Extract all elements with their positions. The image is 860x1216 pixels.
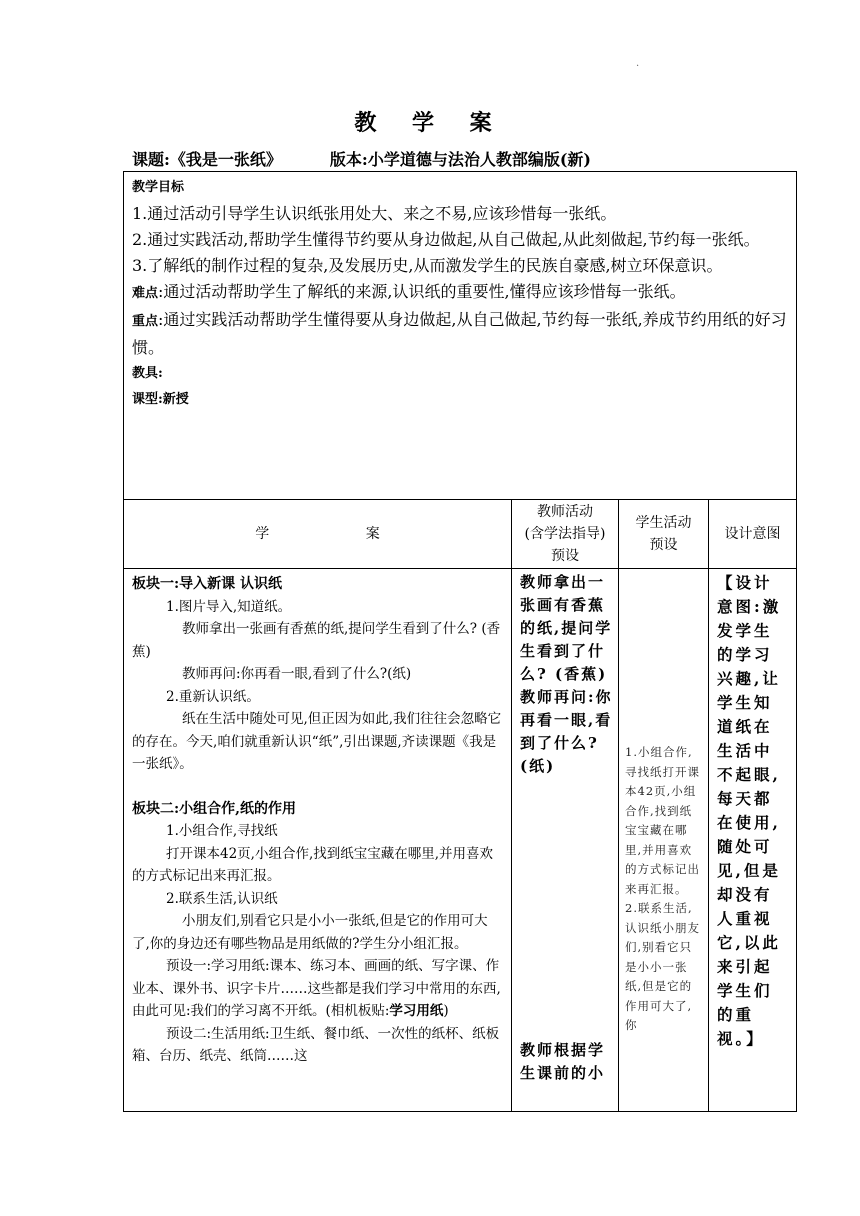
header-teacher [512, 500, 619, 569]
plan-text: 预设一:学习用纸:课本、练习本、画画的纸、写字课、作业本、课外书、识字卡片……这些都是我们学习中常用的东西,由此可见:我们的学习离不开纸。(相机板贴: [132, 958, 501, 1019]
plan-item: 1.小组合作,寻找纸 [166, 823, 278, 839]
plan-paragraph [132, 955, 505, 1023]
course-edition: 版本:小学道德与法治人教部编版(新) [329, 150, 591, 169]
header-plan: 学 案 [124, 500, 512, 569]
header-teacher-line: 预设 [551, 548, 579, 564]
plan-paragraph: 小朋友们,别看它只是小小一张纸,但是它的作用可大了,你的身边还有哪些物品是用纸做的?学生分小组汇报。 [132, 913, 488, 952]
difficulty-text: :通过活动帮助学生了解纸的来源,认识纸的重要性,懂得应该珍惜每一张纸。 [158, 282, 686, 301]
header-student-line: 学生活动 [635, 515, 692, 531]
plan-item: 2.联系生活,认识纸 [166, 890, 278, 907]
teacher-text: 教师再问:你再看一眼,看到了什么?(纸) [520, 688, 613, 775]
intent-text: 【设计意图:激发学生的学习兴趣,让学生知道纸在生活中不起眼,每天都在使用,随处可见,但是却没有人重视它,以此来引起学生们的重视。】 [717, 573, 782, 1048]
header-teacher-line: 教师活动 [537, 504, 593, 520]
key-text: :通过实践活动帮助学生懂得要从身边做起,从自己做起,节约每一张纸,养成节约用纸的好习惯。 [132, 310, 787, 357]
intent-cell [709, 569, 797, 1112]
page-marker: . [636, 58, 640, 69]
plan-paragraph: 打开课本42页,小组合作,找到纸宝宝藏在哪里,并用喜欢的方式标记出来再汇报。 [132, 845, 494, 884]
difficulty-point [132, 279, 790, 307]
section-title: 板块一:导入新课 认识纸 [132, 576, 283, 592]
objective-item: 3.了解纸的制作过程的复杂,及发展历史,从而激发学生的民族自豪感,树立环保意识。 [132, 256, 723, 275]
plan-paragraph: 预设二:生活用纸:卫生纸、餐巾纸、一次性的纸杯、纸板箱、台历、纸壳、纸筒……这 [132, 1025, 500, 1064]
section-title: 板块二:小组合作,纸的作用 [132, 800, 297, 817]
header-student [619, 500, 709, 569]
key-point [132, 307, 790, 361]
objective-item: 2.通过实践活动,帮助学生懂得节约要从身边做起,从自己做起,从此刻做起,节约每一张纸。 [132, 230, 760, 249]
header-student-line: 预设 [649, 537, 678, 553]
teacher-text: 教师拿出一张画有香蕉的纸,提问学生看到了什么? (香蕉) [520, 573, 613, 683]
plan-item: 1.图片导入,知道纸。 [166, 598, 292, 615]
objectives-block [124, 172, 797, 500]
plan-paragraph: 纸在生活中随处可见,但正因为如此,我们往往会忽略它的存在。今天,咱们就重新认识“纸”,引出课题,齐读课题《我是一张纸》。 [132, 711, 502, 772]
course-line [132, 147, 591, 170]
plan-paragraph: 教师拿出一张画有香蕉的纸,提问学生看到了什么? (香蕉) [132, 621, 501, 660]
plan-text: ) [443, 1003, 449, 1019]
objectives-heading: 教学目标 [132, 180, 185, 195]
student-text: 1.小组合作,寻找纸打开课本42页,小组合作,找到纸宝宝藏在哪里,并用喜欢的方式标记出来再汇报。 [625, 745, 700, 896]
lesson-plan-table [123, 171, 797, 1112]
plan-paragraph: 教师再问:你再看一眼,看到了什么?(纸) [182, 666, 412, 682]
tools-line: 教具: [132, 366, 163, 381]
teacher-text: 教师根据学生课前的小 [520, 1041, 606, 1082]
header-teacher-line: (含学法指导) [524, 526, 606, 542]
plan-cell [124, 569, 512, 1112]
plan-item: 2.重新认识纸。 [166, 688, 260, 705]
difficulty-label: 难点 [132, 286, 159, 301]
objective-item: 1.通过活动引导学生认识纸张用处大、来之不易,应该珍惜每一张纸。 [132, 204, 617, 223]
student-cell [619, 569, 709, 1112]
teacher-cell [512, 569, 619, 1112]
lesson-type-line: 课型:新授 [132, 392, 189, 407]
key-label: 重点 [132, 314, 159, 329]
header-intent: 设计意图 [709, 500, 797, 569]
page-title: 教 学 案 [354, 110, 506, 136]
board-label: 学习用纸 [389, 1003, 444, 1019]
student-text: 2.联系生活,认识纸小朋友们,别看它只是小小一张纸,但是它的作用可大了,你 [625, 901, 700, 1032]
course-topic: 课题:《我是一张纸》 [132, 150, 282, 169]
